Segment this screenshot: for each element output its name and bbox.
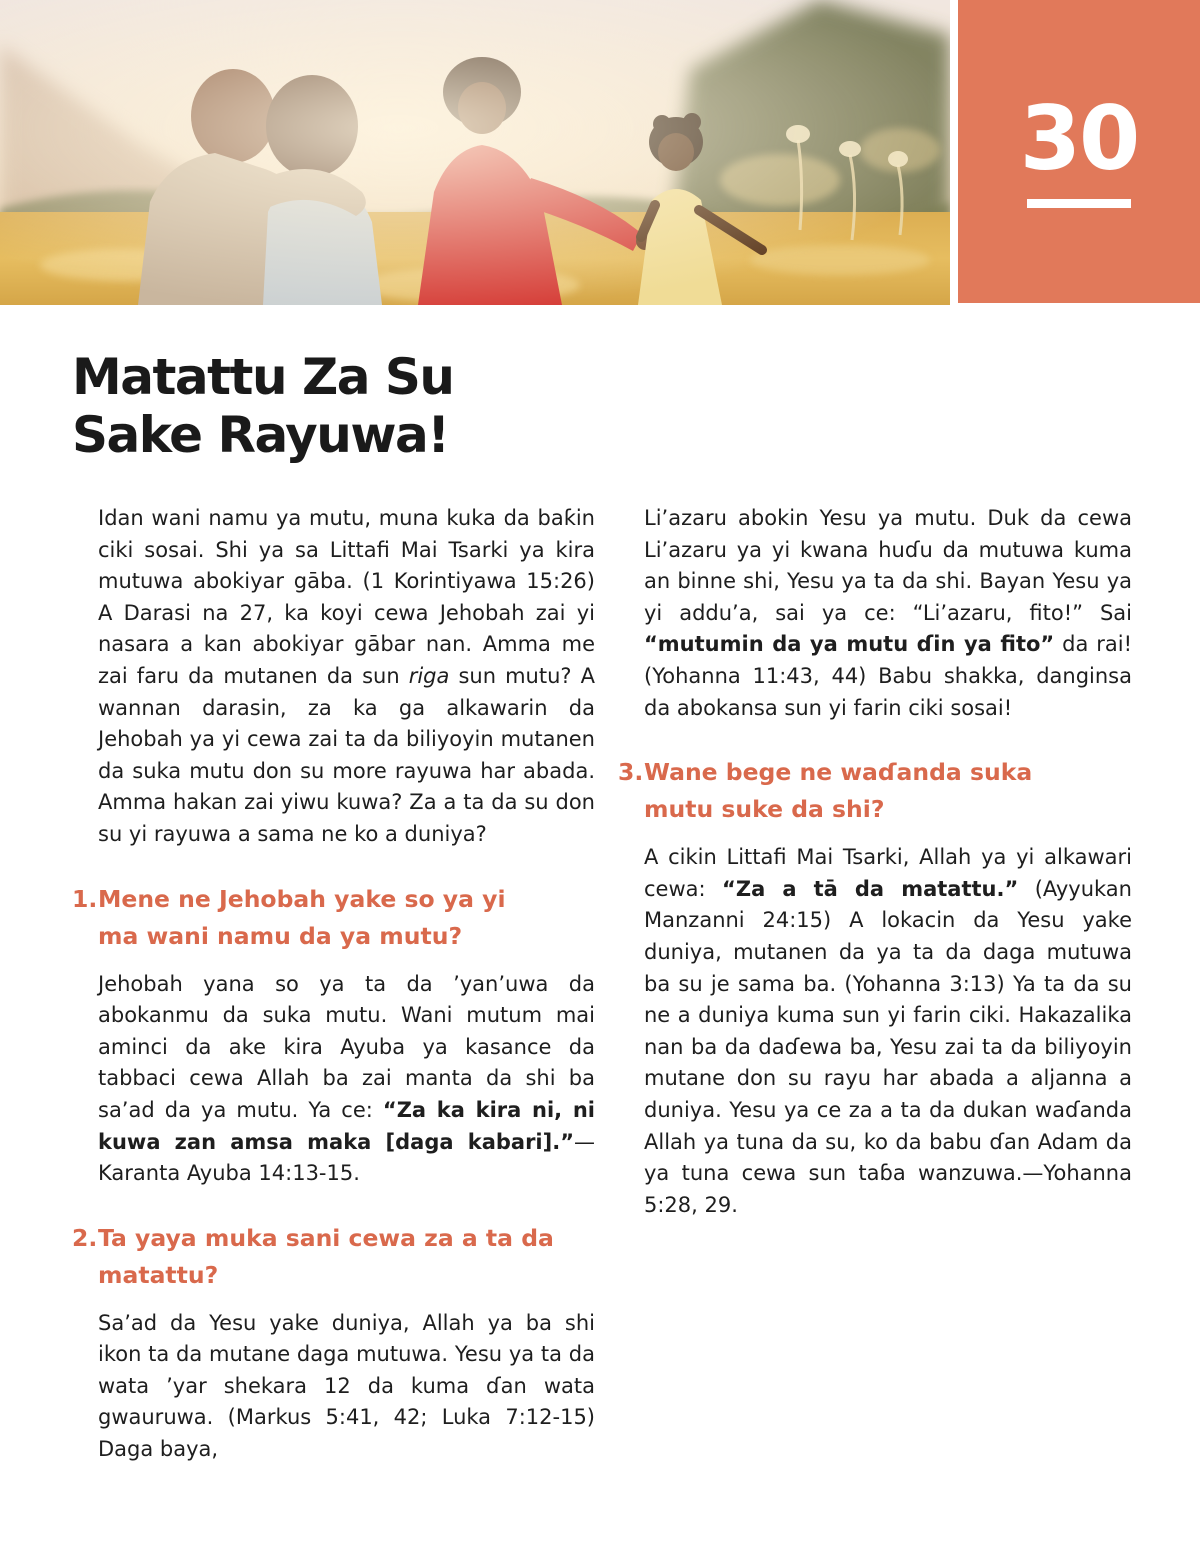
- page-title-line2: Sake Rayuwa!: [72, 406, 449, 464]
- text-segment-bold: “mutumin da ya mutu ɗin ya fito”: [644, 632, 1055, 657]
- page-title: [72, 348, 453, 464]
- question-text: [98, 1220, 595, 1294]
- photo-sun-glow: [0, 0, 950, 305]
- body-paragraph: [72, 503, 595, 851]
- question-text-line: Wane bege ne waɗanda suka: [644, 758, 1033, 787]
- lesson-number-underline: [1027, 199, 1131, 208]
- right-column: [618, 500, 1132, 1479]
- body-paragraph: [618, 842, 1132, 1221]
- family-photo: [0, 0, 950, 305]
- text-segment-italic: riga: [408, 663, 450, 688]
- page-title-line1: Matattu Za Su: [72, 348, 454, 406]
- text-segment-regular: (Ayyukan Manzanni 24:15) A lokacin da Yesu yake duniya, mutanen da ya ta da daga mutuwa ba su je sama ba. (Yohanna 3:13) Ya ta da su ne a duniya kuma sun yi farin ciki. Hakazalika nan ba da daɗewa ba, Yesu zai ta da biliyoyin mutane don su rayu har abada a aljanna a duniya. Yesu ya ce za a ta da dukan waɗanda Allah ya tuna da su, ko da babu ɗan Adam da ya tuna cewa sun taɓa wanzuwa.—Yohanna 5:28, 29.: [644, 876, 1132, 1217]
- text-segment-regular: sun mutu? A wannan darasin, za ka ga alkawarin da Jehobah ya yi cewa zai ta da biliyoyin mutanen da suka mutu don su more rayuwa har abada. Amma hakan zai yiwu kuwa? Za a ta da su don su yi rayuwa a sama ne ko a duniya?: [98, 663, 595, 846]
- study-question: [72, 881, 595, 955]
- question-number: 3.: [618, 758, 644, 787]
- question-text-line: ma wani namu da ya mutu?: [98, 921, 463, 950]
- text-segment-regular: Jehobah yana so ya ta da ’yan’uwa da abokanmu da suka mutu. Wani mutum mai aminci da ake kira Ayuba ya kasance da tabbaci cewa Allah ba zai manta da shi ba sa’ad da ya mutu. Ya ce:: [98, 971, 595, 1122]
- body-paragraph: [72, 969, 595, 1190]
- study-question: [72, 1220, 595, 1294]
- question-text: [644, 754, 1032, 828]
- text-segment-regular: Sa’ad da Yesu yake duniya, Allah ya ba shi ikon ta da mutane daga mutuwa. Yesu ya ta da wata ’yar shekara 12 da kuma ɗan wata gwauruwa. (Markus 5:41, 42; Luka 7:12-15) Daga baya,: [98, 1310, 595, 1462]
- question-text-line: mutu suke da shi?: [644, 795, 885, 824]
- question-text: [98, 881, 506, 955]
- text-segment-regular: da rai! (Yohanna 11:43, 44) Babu shakka, danginsa da abokansa sun yi farin ciki sosai!: [644, 632, 1132, 720]
- text-segment-regular: —Karanta Ayuba 14:13-15.: [98, 1129, 595, 1186]
- question-text-line: Mene ne Jehobah yake so ya yi: [98, 884, 506, 913]
- body-paragraph: [618, 503, 1132, 724]
- article-body: [72, 500, 1132, 1479]
- left-column: [72, 500, 595, 1479]
- lesson-number-badge: [958, 0, 1200, 303]
- text-segment-regular: Li’azaru abokin Yesu ya mutu. Duk da cewa Li’azaru ya yi kwana huɗu da mutuwa kuma an binne shi, Yesu ya ta da shi. Bayan Yesu ya yi addu’a, sai ya ce: “Li’azaru, fito!” Sai: [644, 506, 1132, 625]
- question-text-line: Ta yaya muka sani cewa za a ta da matattu?: [98, 1223, 554, 1289]
- text-segment-bold: “Za a tā da matattu.”: [722, 876, 1019, 901]
- question-number: 2.: [72, 1223, 98, 1252]
- text-segment-regular: A cikin Littafi Mai Tsarki, Allah ya yi alkawari cewa:: [644, 845, 1132, 901]
- study-question: [618, 754, 1132, 828]
- text-segment-regular: Idan wani namu ya mutu, muna kuka da baƙin ciki sosai. Shi ya sa Littafi Mai Tsarki ya kira mutuwa abokiyar gāba. (1 Korintiyawa 15:26) A Darasi na 27, ka koyi cewa Jehobah zai yi nasara a kan abokiyar gābar nan. Amma me zai faru da mutanen da sun: [98, 506, 595, 688]
- text-segment-bold: “Za ka kira ni, ni kuwa zan amsa maka [daga kabari].”: [98, 1097, 596, 1154]
- question-number: 1.: [72, 884, 98, 913]
- family-photo-illustration: [0, 0, 950, 305]
- body-paragraph: [72, 1308, 595, 1466]
- lesson-number: 30: [1019, 87, 1139, 190]
